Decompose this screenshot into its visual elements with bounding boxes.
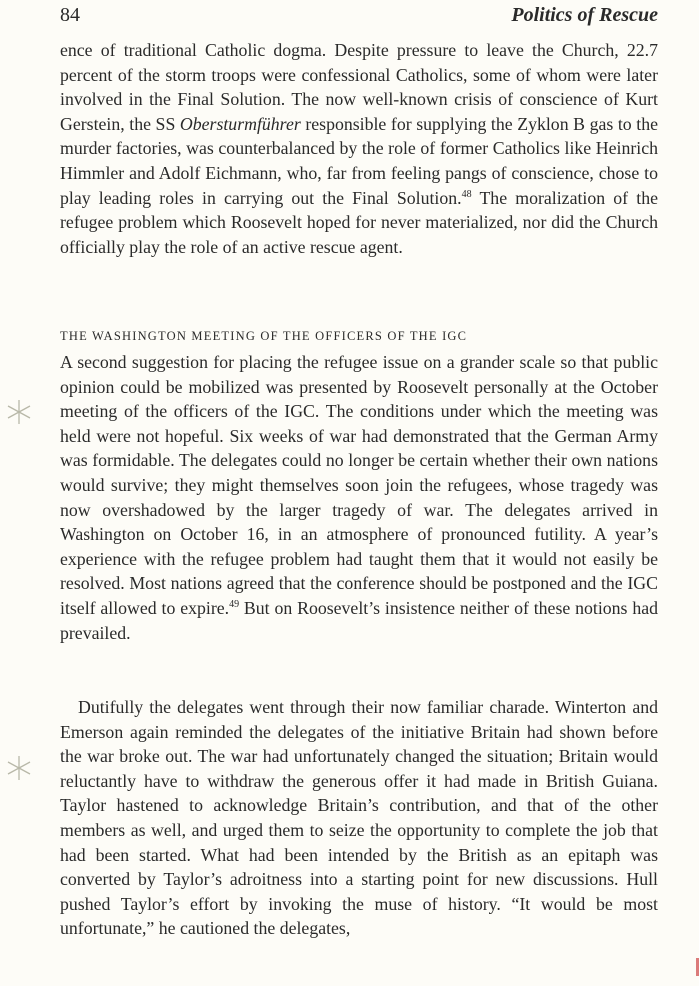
paragraph-catholic-dogma (60, 38, 658, 259)
para3-text: Dutifully the delegates went through their now familiar charade. Winterton and Emerson again reminded the delegates of the initiative Britain had shown before the war broke out. The war had unfortunately changed the situation; Britain would reluctantly have to withdraw the generous offer it had made in British Guiana. Taylor hastened to acknowledge Britain’s contribution, and that of the other members as well, and urged them to seize the opportunity to complete the job that had been started. What had been intended by the British as an epitaph was converted by Taylor’s adroitness into a starting point for new discussions. Hull pushed Taylor’s effort by invoking the muse of history. “It would be most unfortunate,” he cautioned the delegates, (60, 697, 658, 939)
para1-text-b: responsible for supplying the Zyklon B gas to the murder factories, was counterbalanced by the role of former Catholics like Heinrich Himmler and Adolf Eichmann, who, far from feeling pangs of conscience, chose to play leading roles in carrying out the Final Solution. (60, 113, 658, 208)
para1-italic-term: Obersturmführer (179, 113, 301, 134)
para2-text-a: A second suggestion for placing the refugee issue on a grander scale so that public opinion could be mobilized was presented by Roosevelt personally at the October meeting of the officers of the IGC. The conditions under which the meeting was held were not hopeful. Six weeks of war had demonstrated that the German Army was formidable. The delegates could no longer be certain whether their own nations would survive; they might themselves soon join the refugees, whose tragedy was now overshadowed by the larger tragedy of war. The delegates arrived in Washington on October 16, in an atmosphere of pronounced futility. A year’s experience with the refugee problem had taught them that it would not easily be resolved. Most nations agreed that the conference should be postponed and the IGC itself allowed to expire. (60, 352, 658, 618)
margin-asterisk-icon (4, 397, 34, 427)
footnote-marker-49: 49 (229, 599, 240, 611)
paragraph-second-suggestion (60, 350, 658, 645)
running-head (60, 2, 658, 28)
para2-text-b: But on Roosevelt’s insistence neither of these notions had prevailed. (60, 597, 658, 643)
paragraph-delegates-charade (60, 695, 658, 941)
section-heading: THE WASHINGTON MEETING OF THE OFFICERS OF THE IGC (60, 329, 468, 343)
margin-asterisk-icon (4, 753, 34, 783)
para1-text-a: ence of traditional Catholic dogma. Despite pressure to leave the Church, 22.7 percent of the storm troops were confessional Catholics, some of whom were later involved in the Final Solution. The now well-known crisis of conscience of Kurt Gerstein, the SS (60, 40, 658, 134)
running-title: Politics of Rescue (511, 4, 658, 26)
page-number: 84 (60, 4, 80, 26)
footnote-marker-48: 48 (461, 188, 472, 200)
para1-text-c: The moralization of the refugee problem which Roosevelt hoped for never materialized, nor did the Church officially play the role of an active rescue agent. (60, 187, 658, 257)
